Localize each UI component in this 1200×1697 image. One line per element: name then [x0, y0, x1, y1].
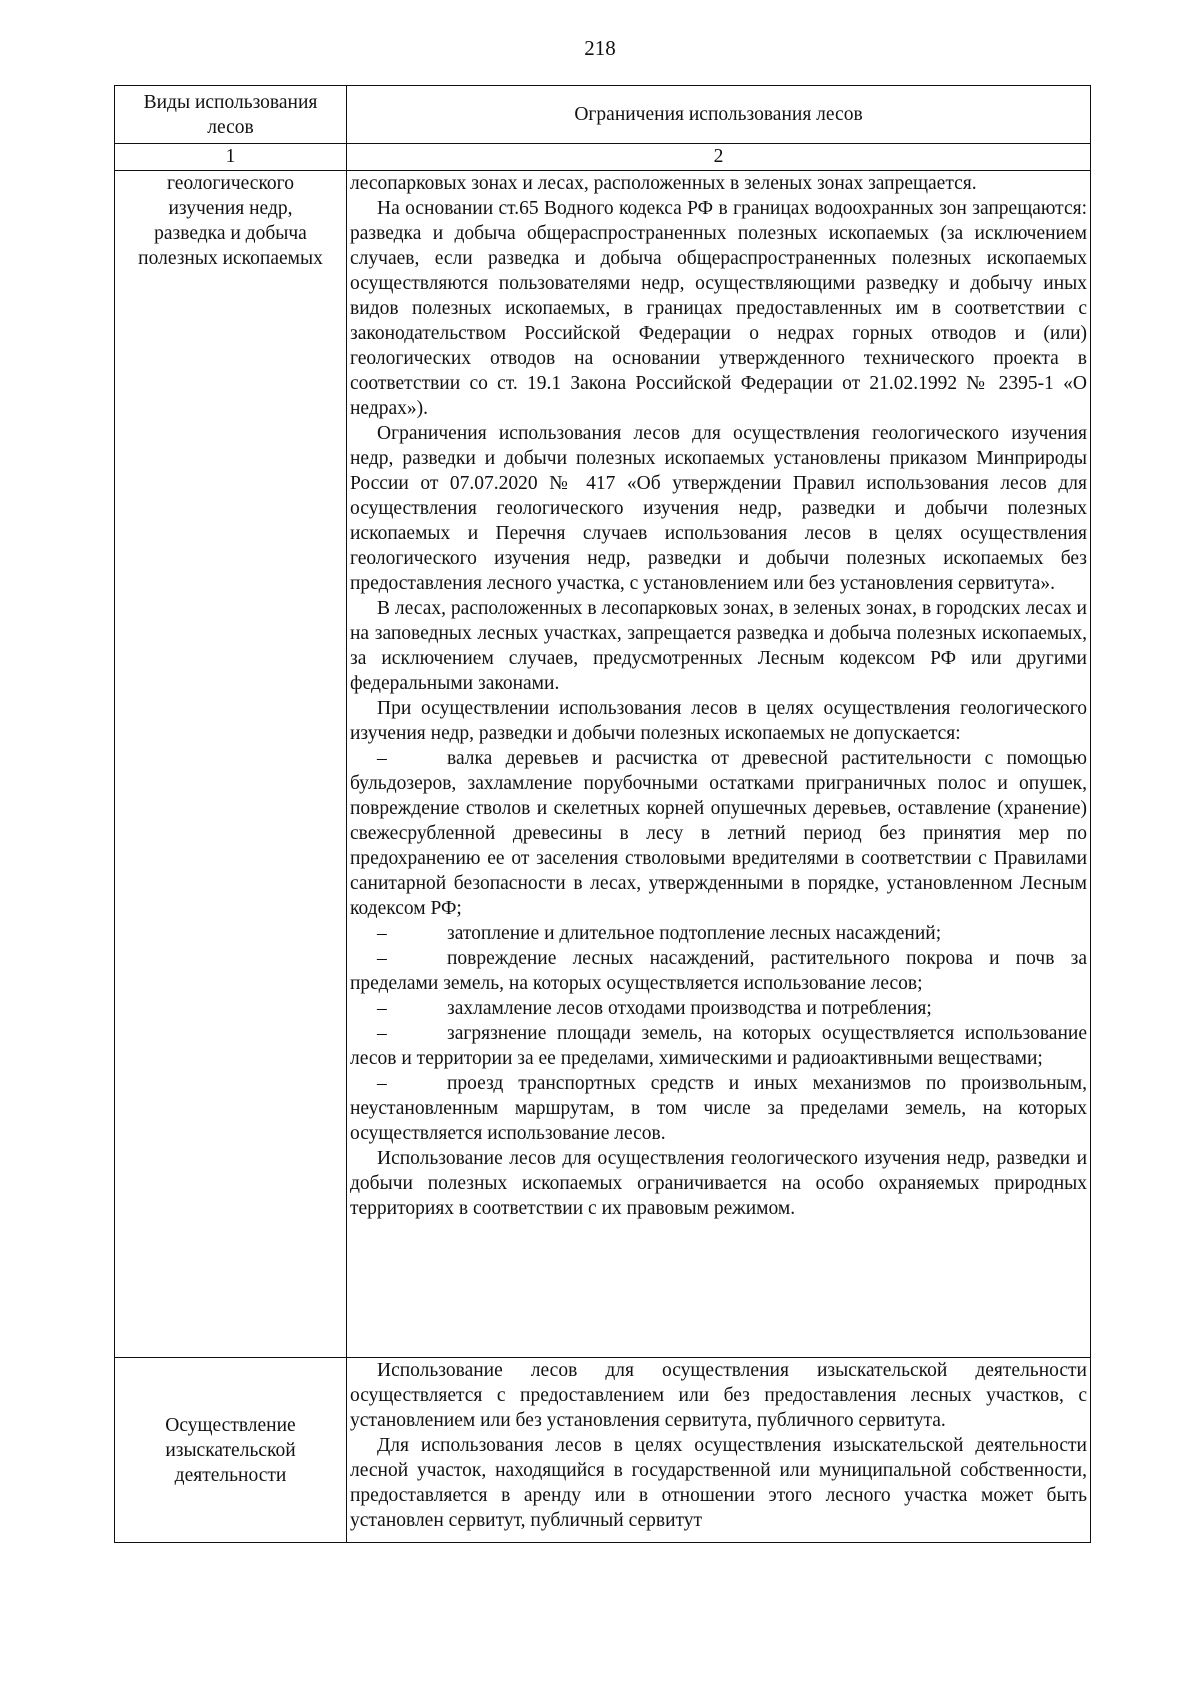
dash-item-text: затопление и длительное подтопление лесных насаждений; — [447, 923, 942, 944]
header-restrictions: Ограничения использования лесов — [347, 86, 1091, 144]
dash-marker: – — [377, 948, 387, 969]
dash-item — [350, 1021, 1087, 1071]
dash-item-text: проезд транспортных средств и иных механизмов по произвольным, неустановленным маршрутам, в том числе за пределами земель, на которых осуществляется использование лесов. — [350, 1073, 1087, 1144]
paragraph: На основании ст.65 Водного кодекса РФ в границах водоохранных зон запрещаются: разведка и добыча общераспространенных полезных ископаемых (за исключением случаев, если разведка и добыча общераспространенных полезных ископаемых осуществляются пользователями недр, осуществляющими разведку и добычу иных видов полезных ископаемых, в границах предоставленных им в соответствии с законодательством Российской Федерации о недрах горных отводов и (или) геологических отводов на основании утвержденного технического проекта в соответствии со ст. 19.1 Закона Российской Федерации от 21.02.1992 № 2395-1 «О недрах»). — [350, 198, 1087, 419]
dash-marker: – — [377, 998, 387, 1019]
dash-item — [350, 1071, 1087, 1146]
paragraph: При осуществлении использования лесов в целях осуществления геологического изучения недр, разведки и добычи полезных ископаемых не допускается: — [350, 698, 1087, 744]
page-number: 218 — [584, 36, 616, 60]
dash-item — [350, 746, 1087, 921]
dash-item-text: повреждение лесных насаждений, растительного покрова и почв за пределами земель, на которых осуществляется использование лесов; — [350, 948, 1087, 994]
dash-item-text: загрязнение площади земель, на которых осуществляется использование лесов и территории за ее пределами, химическими и радиоактивными веществами; — [350, 1023, 1087, 1069]
header-usage-types: Виды использования лесов — [115, 86, 347, 144]
dash-item — [350, 946, 1087, 996]
column-number-2: 2 — [347, 144, 1091, 171]
restrictions-cell — [347, 1358, 1091, 1543]
dash-item — [350, 996, 1087, 1021]
table-row — [115, 171, 1091, 1358]
dash-item-text: валка деревьев и расчистка от древесной растительности с помощью бульдозеров, захламление порубочными остатками приграничных полос и опушек, повреждение стволов и скелетных корней опушечных деревьев, оставление (хранение) свежесрубленной древесины в лесу в летний период без принятия мер по предохранению ее от заселения стволовыми вредителями в соответствии с Правилами санитарной безопасности в лесах, утвержденными в порядке, установленном Лесным кодексом РФ; — [350, 748, 1087, 919]
restrictions-table — [114, 85, 1091, 1543]
paragraph: Использование лесов для осуществления геологического изучения недр, разведки и добычи полезных ископаемых ограничивается на особо охраняемых природных территориях в соответствии с их правовым режимом. — [350, 1148, 1087, 1219]
paragraph: В лесах, расположенных в лесопарковых зонах, в зеленых зонах, в городских лесах и на заповедных лесных участках, запрещается разведка и добыча полезных ископаемых, за исключением случаев, предусмотренных Лесным кодексом РФ или другими федеральными законами. — [350, 598, 1087, 694]
table-row — [115, 1358, 1091, 1543]
dash-item — [350, 921, 1087, 946]
paragraph: Использование лесов для осуществления изыскательской деятельности осуществляется с предоставлением или без предоставления лесных участков, с установлением или без установления сервитута, публичного сервитута. — [350, 1360, 1087, 1431]
usage-type-line: Осуществление — [165, 1414, 296, 1436]
dash-item-text: захламление лесов отходами производства и потребления; — [447, 998, 932, 1019]
dash-marker: – — [377, 923, 387, 944]
usage-type-line: полезных ископаемых — [138, 248, 323, 269]
dash-marker: – — [377, 748, 387, 769]
usage-type-line: геологического — [167, 173, 294, 194]
usage-type-line: изыскательской — [165, 1439, 296, 1461]
dash-marker: – — [377, 1073, 387, 1094]
column-number-row — [115, 144, 1091, 171]
restrictions-cell — [347, 171, 1091, 1358]
usage-type-cell — [115, 1358, 347, 1543]
usage-type-line: деятельности — [174, 1464, 287, 1486]
dash-marker: – — [377, 1023, 387, 1044]
paragraph: Ограничения использования лесов для осуществления геологического изучения недр, разведки и добычи полезных ископаемых установлены приказом Минприроды России от 07.07.2020 № 417 «Об утверждении Правил использования лесов для осуществления геологического изучения недр, разведки и добычи полезных ископаемых и Перечня случаев использования лесов в целях осуществления геологического изучения недр, разведки и добычи полезных ископаемых без предоставления лесного участка, с установлением или без установления сервитута». — [350, 423, 1087, 594]
usage-type-line: изучения недр, — [168, 198, 293, 219]
paragraph: лесопарковых зонах и лесах, расположенных в зеленых зонах запрещается. — [350, 173, 977, 194]
paragraph: Для использования лесов в целях осуществления изыскательской деятельности лесной участок, находящийся в государственной или муниципальной собственности, предоставляется в аренду или в отношении этого лесного участка может быть установлен сервитут, публичный сервитут — [350, 1435, 1087, 1531]
usage-type-cell — [115, 171, 347, 1358]
usage-type-line: разведка и добыча — [154, 223, 307, 244]
column-number-1: 1 — [115, 144, 347, 171]
table-header-row — [115, 86, 1091, 144]
